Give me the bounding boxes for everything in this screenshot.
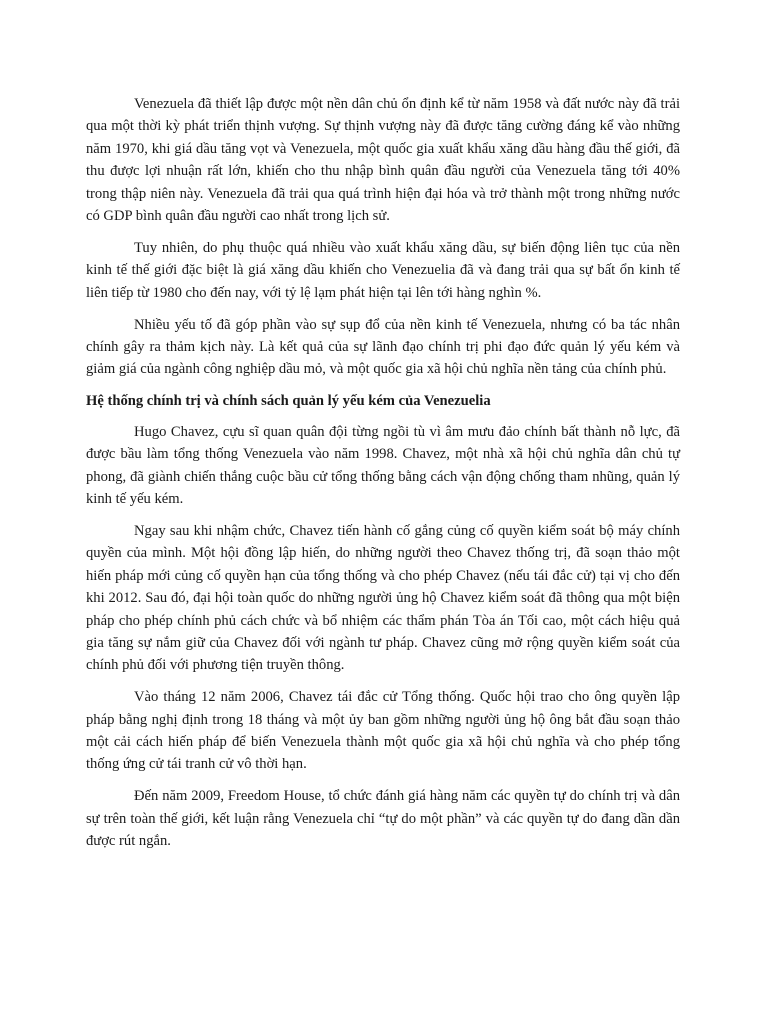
document-page	[86, 93, 680, 862]
paragraph-body-4: Đến năm 2009, Freedom House, tổ chức đánh giá hàng năm các quyền tự do chính trị và dân sự trên toàn thế giới, kết luận rằng Venezuela chỉ “tự do một phần” và các quyền tự do đang dần dần được rút ngắn.	[86, 788, 680, 850]
section-heading: Hệ thống chính trị và chính sách quản lý yếu kém của Venezuelia	[86, 393, 491, 410]
paragraph-body-1: Hugo Chavez, cựu sĩ quan quân đội từng ngồi tù vì âm mưu đảo chính bất thành nỗ lực, đã được bầu làm tổng thống Venezuela vào năm 1998. Chavez, một nhà xã hội chủ nghĩa dân chủ tự phong, đã giành chiến thắng cuộc bầu cử tổng thống bằng cách vận động chống tham nhũng, quản lý kinh tế yếu kém.	[86, 423, 680, 507]
paragraph-body-3: Vào tháng 12 năm 2006, Chavez tái đắc cử Tổng thống. Quốc hội trao cho ông quyền lập pháp bằng nghị định trong 18 tháng và một ủy ban gồm những người ủng hộ ông bắt đầu soạn thảo một cải cách hiến pháp để biến Venezuela thành một quốc gia xã hội chủ nghĩa và cho phép tổng thống ứng cử tái tranh cử vô thời hạn.	[86, 689, 680, 773]
paragraph-intro-1: Venezuela đã thiết lập được một nền dân chủ ổn định kể từ năm 1958 và đất nước này đã trải qua một thời kỳ phát triển thịnh vượng. Sự thịnh vượng này đã được tăng cường đáng kể vào những năm 1970, khi giá dầu tăng vọt và Venezuela, một quốc gia xuất khẩu xăng dầu hàng đầu thế giới, đã thu được lợi nhuận rất lớn, khiến cho thu nhập bình quân đầu người của Venezuela tăng tới 40% trong thập niên này. Venezuela đã trải qua quá trình hiện đại hóa và trở thành một trong những nước có GDP bình quân đầu người cao nhất trong lịch sử.	[86, 96, 680, 225]
paragraph-intro-2: Tuy nhiên, do phụ thuộc quá nhiều vào xuất khẩu xăng dầu, sự biến động liên tục của nền kinh tế thế giới đặc biệt là giá xăng dầu khiến cho Venezuelia đã và đang trải qua sự bất ổn kinh tế liên tiếp từ 1980 cho đến nay, với tỷ lệ lạm phát hiện tại lên tới hàng nghìn %.	[86, 239, 680, 301]
paragraph-body-2: Ngay sau khi nhậm chức, Chavez tiến hành cố gắng củng cố quyền kiểm soát bộ máy chính quyền của mình. Một hội đồng lập hiến, do những người theo Chavez thống trị, đã soạn thảo một hiến pháp mới củng cố quyền hạn của tổng thống và cho phép Chavez (nếu tái đắc cử) tại vị cho đến khi 2012. Sau đó, đại hội toàn quốc do những người ủng hộ Chavez kiểm soát đã thông qua một biện pháp cho phép chính phủ cách chức và bổ nhiệm các thẩm phán Tòa án Tối cao, một cách hiệu quả gia tăng sự nắm giữ của Chavez đối với ngành tư pháp. Chavez cũng mở rộng quyền kiểm soát của chính phủ đối với phương tiện truyền thông.	[86, 522, 680, 674]
paragraph-intro-3: Nhiều yếu tố đã góp phần vào sự sụp đổ của nền kinh tế Venezuela, nhưng có ba tác nhân chính gây ra thảm kịch này. Là kết quả của sự lãnh đạo chính trị phi đạo đức quản lý yếu kém và giảm giá của ngành công nghiệp dầu mỏ, và một quốc gia xã hội chủ nghĩa nền tảng của chính phủ.	[86, 316, 680, 378]
